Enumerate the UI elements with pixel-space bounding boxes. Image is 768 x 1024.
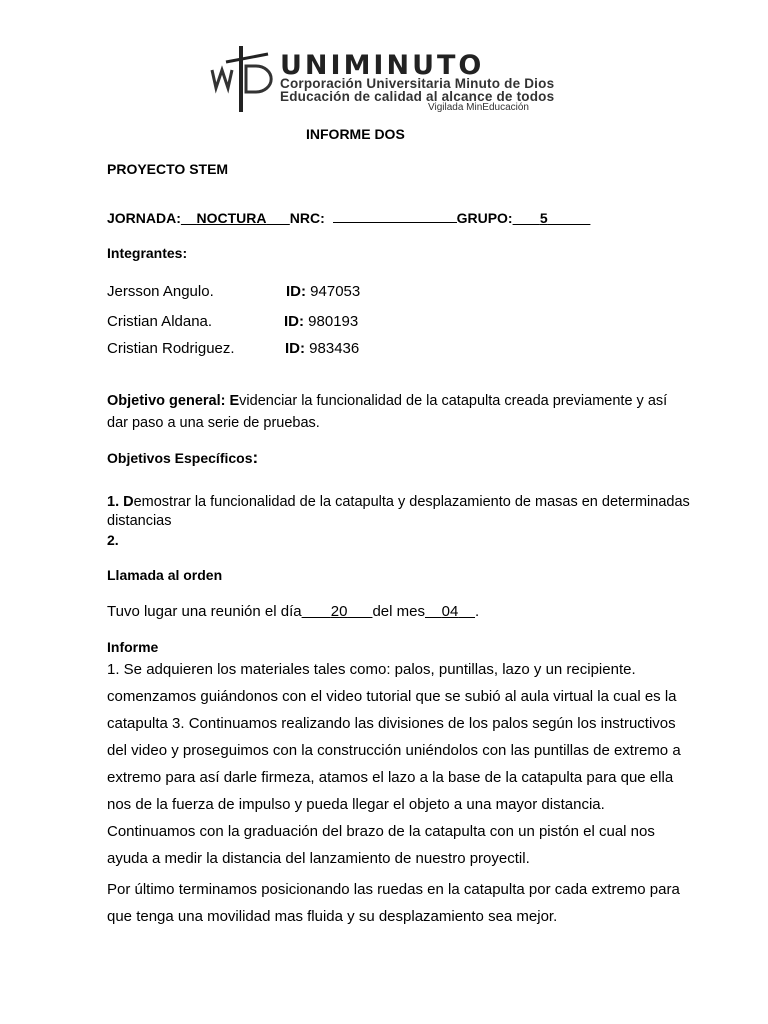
logo-subtitle-3: Vigilada MinEducación — [428, 102, 529, 113]
jornada-value: NOCTURA — [196, 210, 267, 226]
objetivo-1-text: emostrar la funcionalidad de la catapulta y desplazamiento de masas en determinadas distancias — [107, 494, 690, 529]
jornada-line — [107, 208, 590, 226]
member-id: ID: 947053 — [286, 283, 361, 300]
llamada-text: Tuvo lugar una reunión el día 20 del mes 04 . — [107, 603, 480, 620]
member-name: Jersson Angulo. — [107, 283, 214, 300]
nrc-label: NRC: — [289, 210, 325, 226]
project-name: PROYECTO STEM — [107, 161, 229, 177]
member-id: ID: 983436 — [285, 340, 360, 357]
objetivo-1-number: 1. D — [107, 494, 134, 510]
objetivo-general — [107, 390, 692, 434]
logo-wordmark: UNIMINUTO — [280, 50, 485, 81]
objetivo-general-label: Objetivo general: E — [107, 393, 240, 409]
objetivos-especificos-heading: Objetivos Específicos: — [107, 448, 259, 467]
uniminuto-logo — [206, 40, 590, 114]
document-title: INFORME DOS — [306, 126, 405, 142]
objetivo-general-text: videnciar la funcionalidad de la catapulta creada previamente y así dar paso a una serie de pruebas. — [107, 393, 668, 431]
logo-subtitle-2: Educación de calidad al alcance de todos — [280, 89, 555, 104]
informe-paragraph-2: Por último terminamos posicionando las ruedas en la catapulta por cada extremo para que tenga una movilidad mas fluida y su desplazamiento sea mejor. — [107, 881, 680, 925]
meeting-day: 20 — [330, 603, 348, 620]
informe-paragraph-1: 1. Se adquieren los materiales tales como: palos, puntillas, lazo y un recipiente. comenzamos guiándonos con el video tutorial que se subió al aula virtual la cual es la catapulta 3. Continuamos realizando las divisiones de los palos según los instructivos del video y proseguimos con la construcción uniéndolos con las puntillas de extremo a extremo para así darle firmeza, atamos el lazo a la base de la catapulta para que ella nos de la fuerza de impulso y pueda llegar el objeto a una mayor distancia. Continuamos con la graduación del brazo de la catapulta con un pistón el cual nos ayuda a medir la distancia del lanzamiento de nuestro proyectil. — [107, 661, 681, 867]
llamada-heading: Llamada al orden — [107, 567, 223, 583]
nrc-blank — [333, 208, 457, 223]
meeting-month: 04 — [441, 603, 459, 620]
objetivo-especifico-1 — [107, 493, 692, 531]
logo-subtitle-1: Corporación Universitaria Minuto de Dios — [280, 76, 555, 91]
uniminuto-emblem-icon — [206, 40, 276, 114]
grupo-label: GRUPO: — [456, 210, 513, 226]
member-name: Cristian Rodriguez. — [107, 340, 235, 357]
grupo-value: 5 — [539, 210, 548, 226]
jornada-label: JORNADA: — [107, 210, 181, 226]
member-name: Cristian Aldana. — [107, 313, 213, 330]
objetivo-especifico-2: 2. — [107, 532, 119, 548]
integrantes-heading: Integrantes: — [107, 245, 188, 261]
informe-heading: Informe — [107, 639, 159, 655]
member-id: ID: 980193 — [284, 313, 359, 330]
